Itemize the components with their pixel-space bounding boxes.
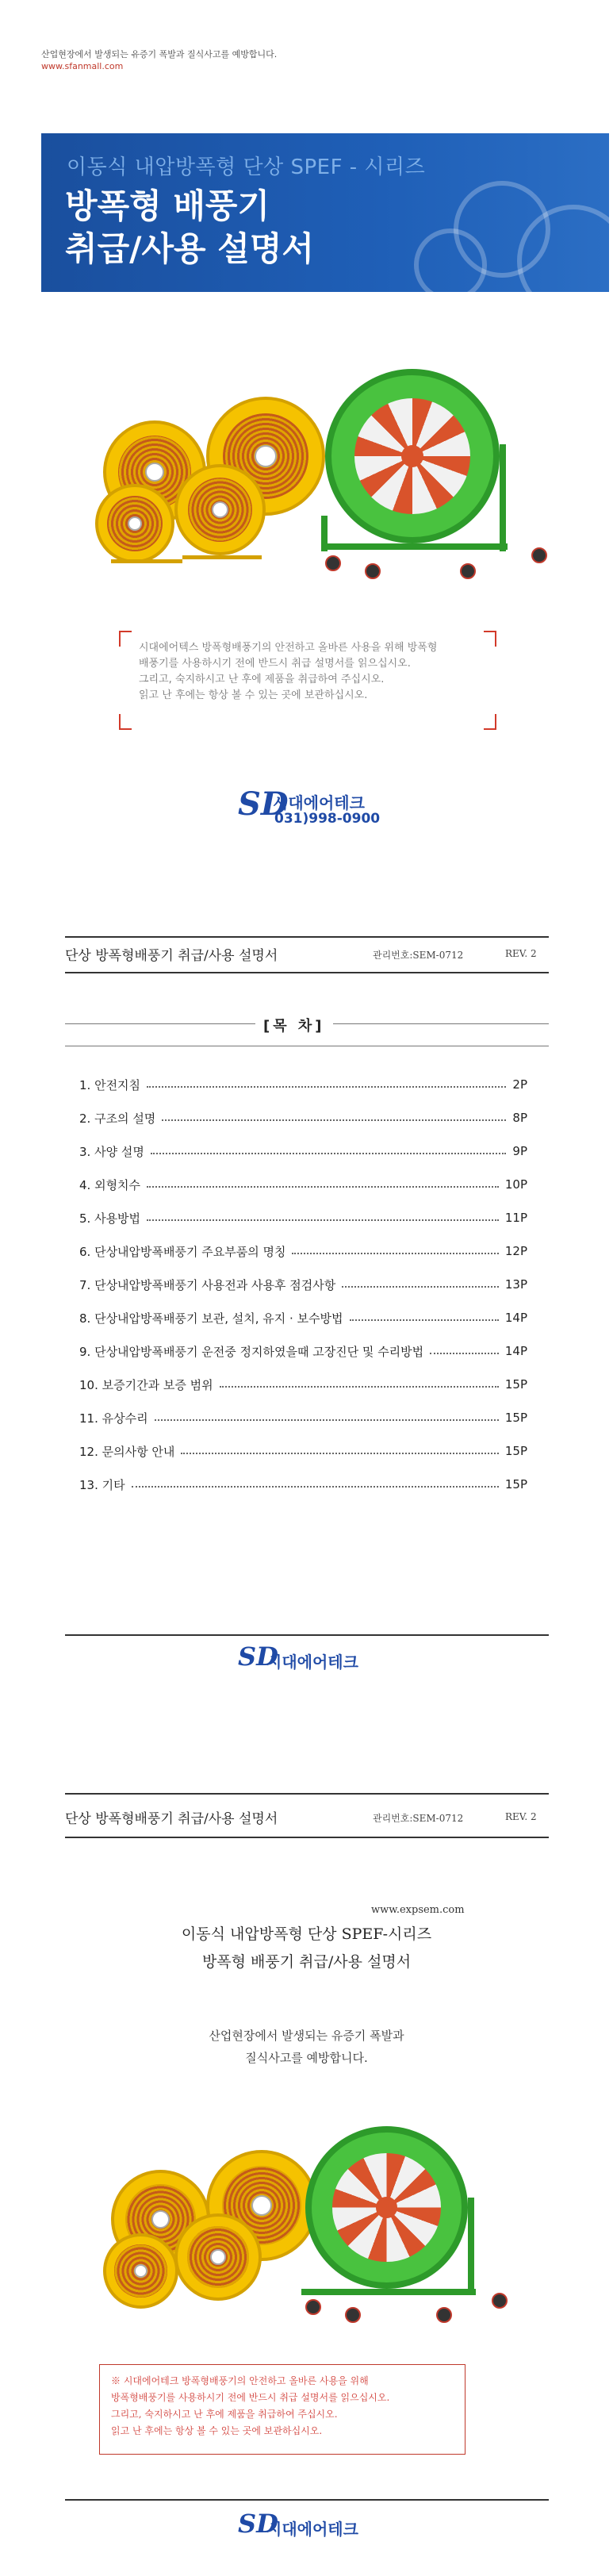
toc-item[interactable]: [79, 1275, 527, 1294]
intro-line: 그리고, 숙지하시고 난 후에 제품을 취급하여 주십시오.: [139, 674, 385, 685]
hero-title-line2: 취급/사용 설명서: [65, 229, 314, 268]
doc-header-rev: REV. 2: [505, 948, 537, 959]
top-url-link[interactable]: www.sfanmall.com: [41, 61, 124, 71]
toc-item-label: 12. 문의사항 안내: [79, 1444, 175, 1459]
doc-header-title: 단상 방폭형배풍기 취급/사용 설명서: [65, 1811, 278, 1827]
toc-item-page: 15P: [504, 1377, 527, 1392]
toc-item[interactable]: [79, 1342, 527, 1361]
toc-item-page: 15P: [504, 1444, 527, 1458]
toc-item-label: 11. 유상수리: [79, 1411, 148, 1426]
doc-header-title: 단상 방폭형배풍기 취급/사용 설명서: [65, 948, 278, 964]
footer-logo: [238, 1641, 397, 1678]
page2-slogan-line1: 산업현장에서 발생되는 유증기 폭발과: [209, 2029, 404, 2043]
toc-item-label: 9. 단상내압방폭배풍기 운전중 정지하였을때 고장진단 및 수리방법: [79, 1344, 424, 1359]
toc-item[interactable]: [79, 1442, 527, 1461]
green-fan-cart: [325, 369, 500, 543]
toc-item-page: 14P: [504, 1311, 527, 1325]
doc-header-rev: REV. 2: [505, 1811, 537, 1822]
yellow-fan-small: [174, 464, 266, 555]
logo-mark: SD: [238, 2509, 278, 2539]
toc-item[interactable]: [79, 1208, 527, 1227]
logo-name: 시대에어테크: [266, 2520, 358, 2539]
hero-subtitle: 이동식 내압방폭형 단상 SPEF - 시리즈: [67, 155, 426, 179]
logo-name: 시대에어테크: [273, 793, 365, 812]
top-notice: 산업현장에서 발생되는 유증기 폭발과 질식사고를 예방합니다.: [41, 49, 278, 60]
page2-title-line1: 이동식 내압방폭형 단상 SPEF-시리즈: [181, 1925, 432, 1943]
toc-item-page: 11P: [504, 1211, 527, 1225]
intro-line: 배풍기를 사용하시기 전에 반드시 취급 설명서를 읽으십시오.: [139, 658, 411, 670]
toc-item-label: 6. 단상내압방폭배풍기 주요부품의 명칭: [79, 1244, 286, 1259]
toc-item[interactable]: [79, 1242, 527, 1261]
doc-header-code: 관리번호:SEM-0712: [373, 1813, 464, 1824]
toc-item[interactable]: [79, 1108, 527, 1127]
toc-item-label: 4. 외형치수: [79, 1177, 141, 1192]
company-logo: [238, 785, 412, 833]
toc-item-page: 9P: [512, 1144, 527, 1158]
divider: [65, 972, 549, 973]
page2-slogan-line2: 질식사고를 예방합니다.: [245, 2051, 368, 2065]
toc-item[interactable]: [79, 1375, 527, 1394]
doc-header-code: 관리번호:SEM-0712: [373, 950, 464, 961]
note-line: 그리고, 숙지하시고 난 후에 제품을 취급하여 주십시오.: [111, 2409, 338, 2420]
hero-title-line1: 방폭형 배풍기: [65, 186, 270, 225]
product-photo: [103, 2126, 547, 2332]
toc-item[interactable]: [79, 1075, 527, 1094]
logo-mark: SD: [238, 1641, 278, 1672]
toc-item-page: 15P: [504, 1411, 527, 1425]
logo-phone: 031)998-0900: [274, 811, 381, 827]
bracket-corner: [484, 714, 496, 730]
toc-item-label: 10. 보증기간과 보증 범위: [79, 1377, 213, 1392]
intro-text: [139, 640, 488, 704]
intro-line: 읽고 난 후에는 항상 볼 수 있는 곳에 보관하십시오.: [139, 689, 368, 701]
toc-item-label: 8. 단상내압방폭배풍기 보관, 설치, 유지 · 보수방법: [79, 1311, 343, 1326]
footer-logo: [238, 2509, 397, 2545]
green-fan-cart: [305, 2126, 468, 2289]
page2-url[interactable]: www.expsem.com: [371, 1904, 465, 1916]
logo-name: 시대에어테크: [266, 1653, 358, 1672]
toc-item-label: 2. 구조의 설명: [79, 1111, 156, 1126]
toc-item-page: 12P: [504, 1244, 527, 1258]
page2-title-line2: 방폭형 배풍기 취급/사용 설명서: [201, 1953, 412, 1971]
toc-item-label: 3. 사양 설명: [79, 1144, 144, 1159]
toc-item[interactable]: [79, 1475, 527, 1494]
divider: [65, 1793, 549, 1795]
divider: [65, 2499, 549, 2501]
toc-item-page: 15P: [504, 1477, 527, 1491]
toc-item-page: 13P: [504, 1277, 527, 1292]
product-photo: [87, 365, 563, 595]
bracket-corner: [119, 631, 132, 647]
toc-item-label: 5. 사용방법: [79, 1211, 141, 1226]
yellow-fan-small: [174, 2213, 262, 2301]
toc-item-page: 8P: [512, 1111, 527, 1125]
warning-note-box: [99, 2364, 465, 2455]
hero-banner: [41, 133, 609, 292]
divider: [65, 1837, 549, 1838]
intro-line: 시대에어텍스 방폭형배풍기의 안전하고 올바른 사용을 위해 방폭형: [139, 642, 438, 654]
toc-item-label: 7. 단상내압방폭배풍기 사용전과 사용후 점검사항: [79, 1277, 336, 1292]
note-line: 방폭형배풍기를 사용하시기 전에 반드시 취급 설명서를 읽으십시오.: [111, 2392, 390, 2403]
toc-item[interactable]: [79, 1142, 527, 1161]
toc-item-page: 2P: [512, 1077, 527, 1092]
toc-item-page: 10P: [504, 1177, 527, 1192]
yellow-fan-small: [103, 2233, 178, 2309]
note-line: 읽고 난 후에는 항상 볼 수 있는 곳에 보관하십시오.: [111, 2425, 323, 2436]
divider: [65, 936, 549, 938]
toc-item-page: 14P: [504, 1344, 527, 1358]
bracket-corner: [119, 714, 132, 730]
toc-item[interactable]: [79, 1175, 527, 1194]
yellow-fan-small: [95, 484, 174, 563]
note-line: ※ 시대에어테크 방폭형배풍기의 안전하고 올바른 사용을 위해: [111, 2375, 369, 2386]
divider: [65, 1634, 549, 1636]
toc-heading: [목 차]: [255, 1015, 333, 1035]
toc-item-label: 13. 기타: [79, 1477, 125, 1492]
logo-mark: SD: [238, 785, 289, 823]
toc-item[interactable]: [79, 1408, 527, 1427]
toc-item[interactable]: [79, 1308, 527, 1327]
toc-item-label: 1. 안전지침: [79, 1077, 141, 1092]
